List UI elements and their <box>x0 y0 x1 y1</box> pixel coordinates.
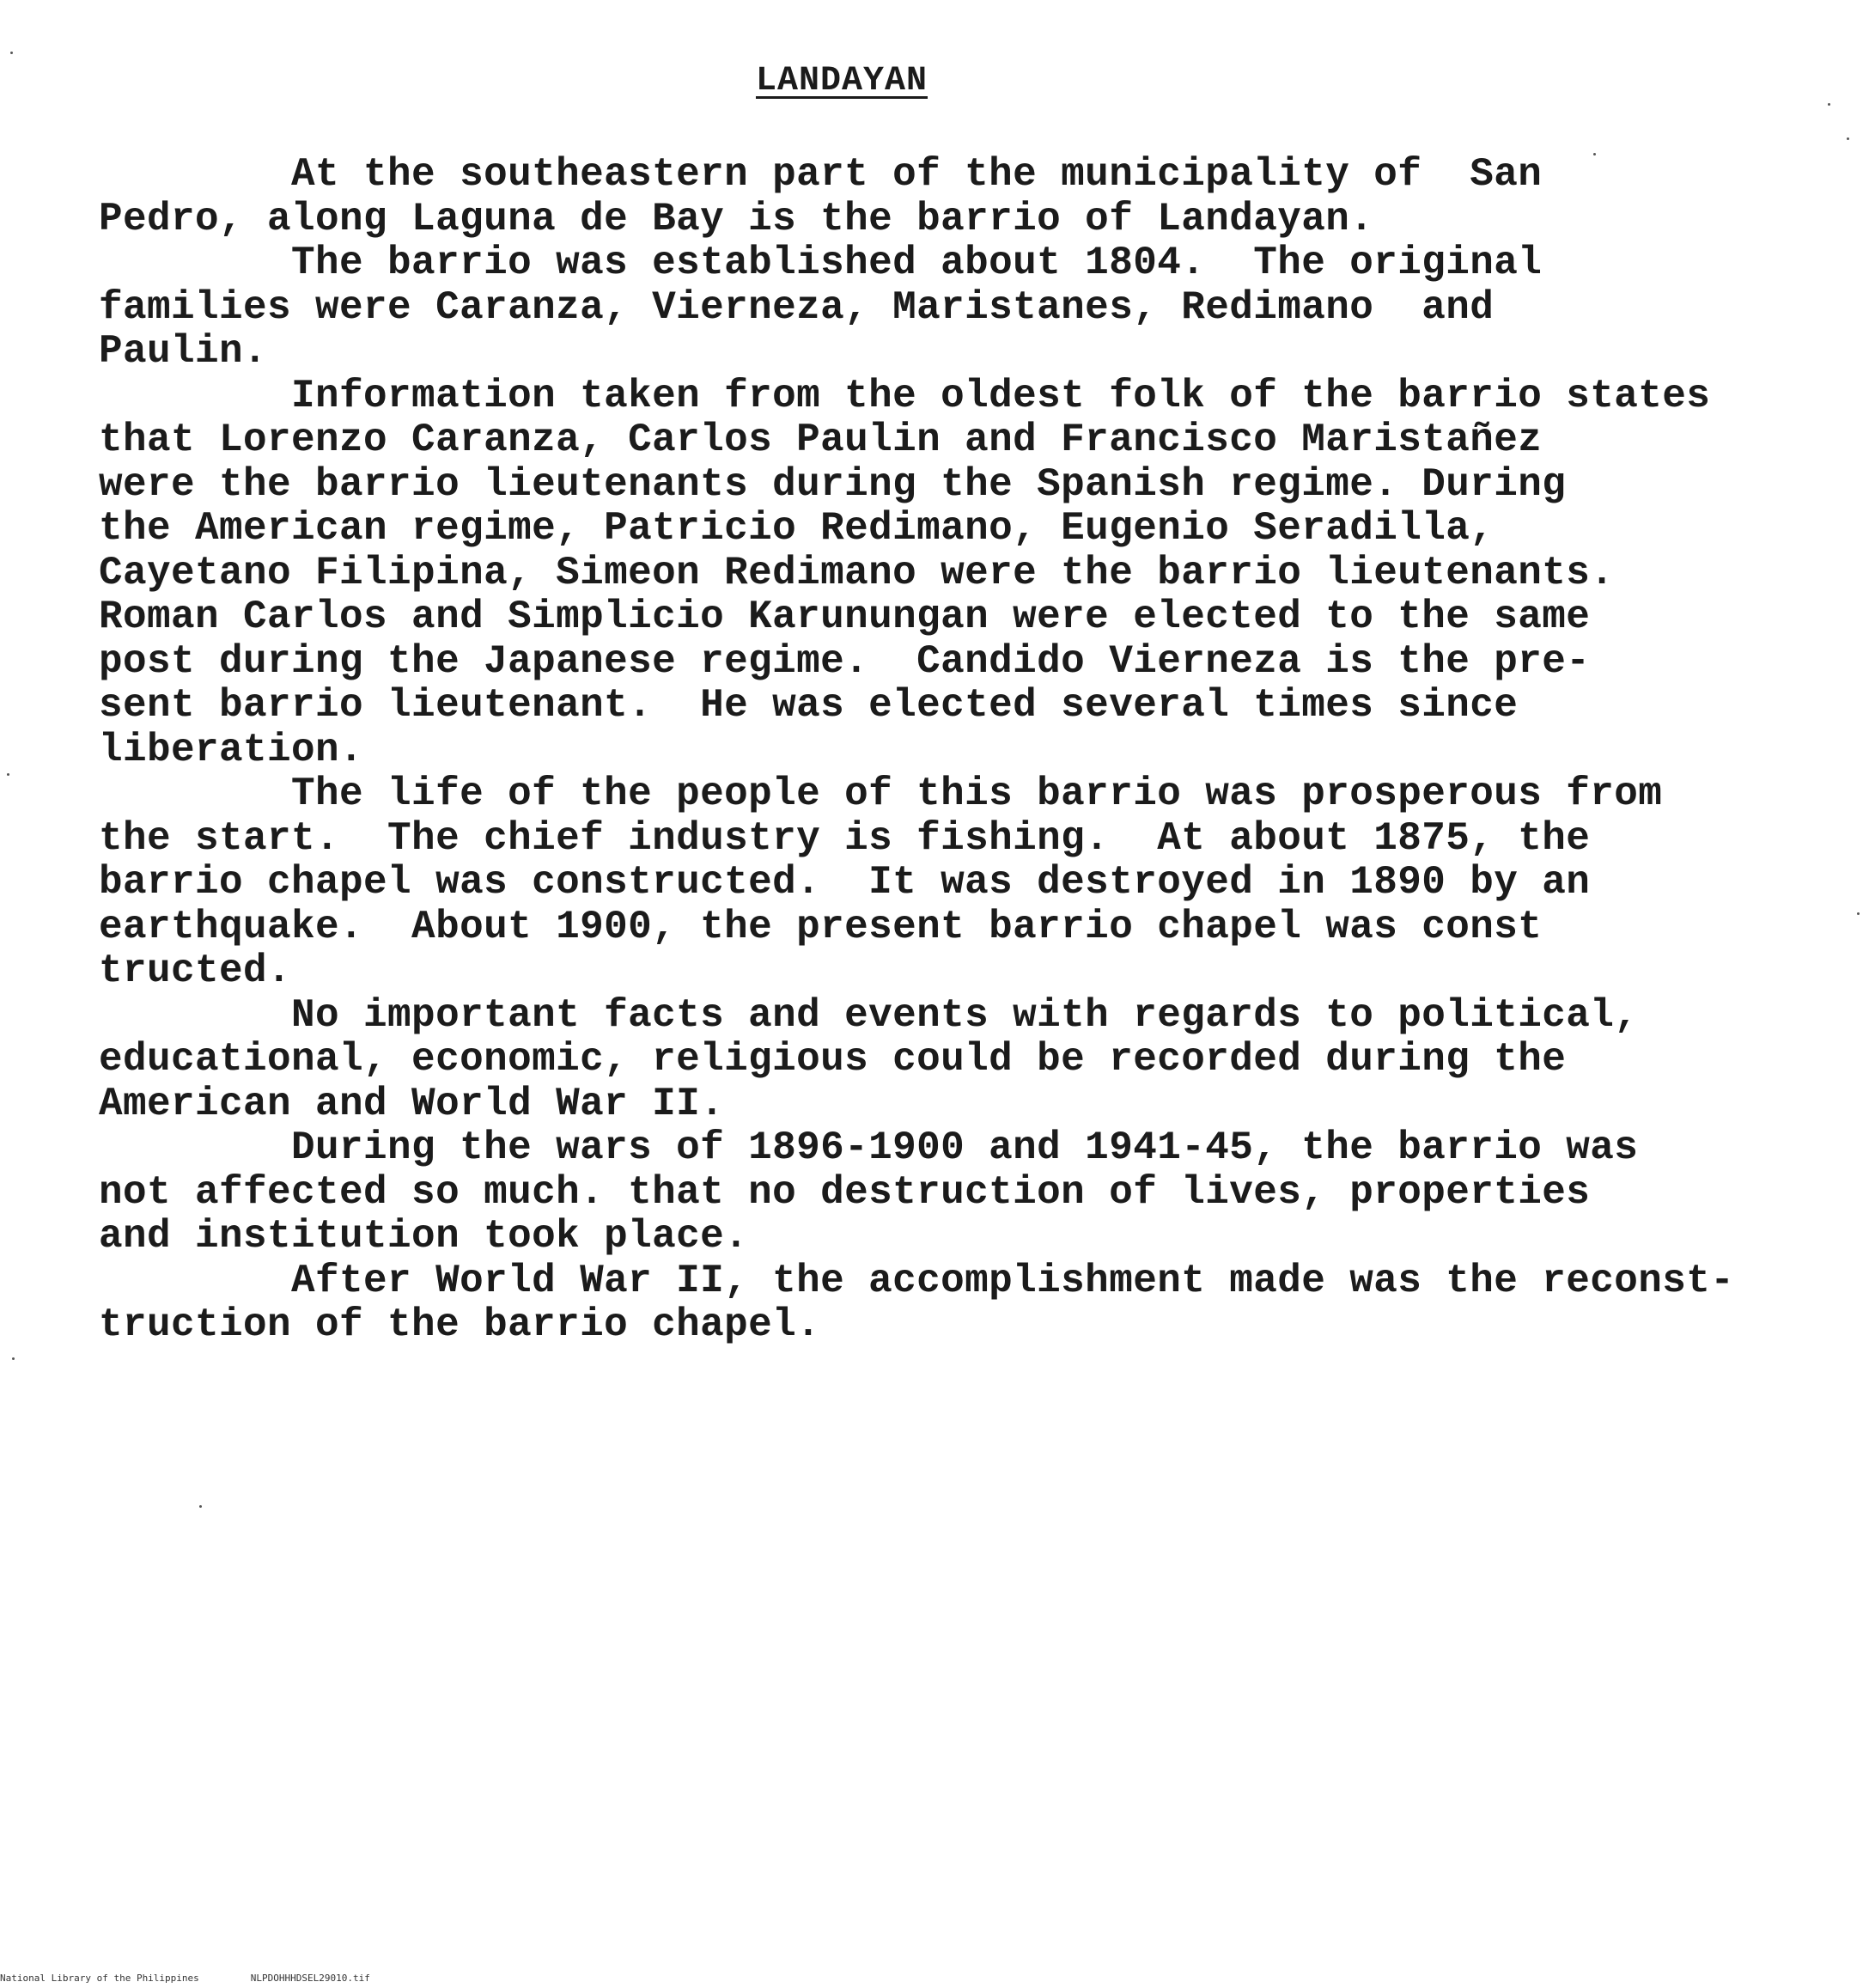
text-line: families were Caranza, Vierneza, Maristanes, Redimano and <box>99 284 1495 330</box>
text-line: and institution took place. <box>99 1214 749 1259</box>
text-line: After World War II, the accomplishment made was the reconst- <box>99 1258 1735 1303</box>
text-line: barrio chapel was constructed. It was destroyed in 1890 by an <box>99 860 1591 905</box>
text-line: not affected so much. that no destruction of lives, properties <box>99 1169 1591 1215</box>
text-line: sent barrio lieutenant. He was elected several times since <box>99 683 1519 728</box>
text-line: American and World War II. <box>99 1081 725 1126</box>
scan-speck <box>10 52 13 54</box>
text-line: tructed. <box>99 948 292 993</box>
scan-footer <box>0 1973 370 1984</box>
text-line: No important facts and events with regards to political, <box>99 992 1639 1038</box>
page-title: LANDAYAN <box>755 62 928 101</box>
text-line: Paulin. <box>99 329 268 374</box>
text-line: At the southeastern part of the municipality of San <box>99 152 1543 197</box>
text-line: post during the Japanese regime. Candido Vierneza is the pre- <box>99 638 1591 684</box>
text-line: the start. The chief industry is fishing. At about 1875, the <box>99 815 1591 861</box>
scan-speck <box>1828 103 1830 106</box>
document-body <box>99 153 1782 1348</box>
scan-speck <box>1847 137 1849 140</box>
scan-speck <box>7 773 9 776</box>
scan-speck <box>1857 912 1860 915</box>
text-line: were the barrio lieutenants during the Spanish regime. During <box>99 461 1567 507</box>
text-line: educational, economic, religious could be recorded during the <box>99 1037 1567 1082</box>
text-line: The life of the people of this barrio was prosperous from <box>99 771 1663 816</box>
scan-speck <box>1593 153 1596 156</box>
footer-library: National Library of the Philippines <box>0 1973 199 1984</box>
scan-speck <box>12 1357 15 1360</box>
text-line: Cayetano Filipina, Simeon Redimano were the barrio lieutenants. <box>99 550 1615 595</box>
text-line: liberation. <box>99 727 364 772</box>
text-line: Information taken from the oldest folk of the barrio states <box>99 373 1711 418</box>
text-line: that Lorenzo Caranza, Carlos Paulin and Francisco Maristañez <box>99 418 1543 462</box>
text-line: the American regime, Patricio Redimano, Eugenio Seradilla, <box>99 506 1495 551</box>
text-line: truction of the barrio chapel. <box>99 1302 821 1347</box>
text-line: earthquake. About 1900, the present barrio chapel was const <box>99 904 1543 949</box>
footer-filename: NLPDOHHHDSEL29010.tif <box>250 1973 370 1984</box>
text-line: The barrio was established about 1804. The original <box>99 241 1543 285</box>
text-line: During the wars of 1896-1900 and 1941-45, the barrio was <box>99 1125 1639 1170</box>
text-line: Roman Carlos and Simplicio Karunungan were elected to the same <box>99 595 1591 639</box>
text-line: Pedro, along Laguna de Bay is the barrio of Landayan. <box>99 196 1374 241</box>
scan-speck <box>199 1505 202 1508</box>
